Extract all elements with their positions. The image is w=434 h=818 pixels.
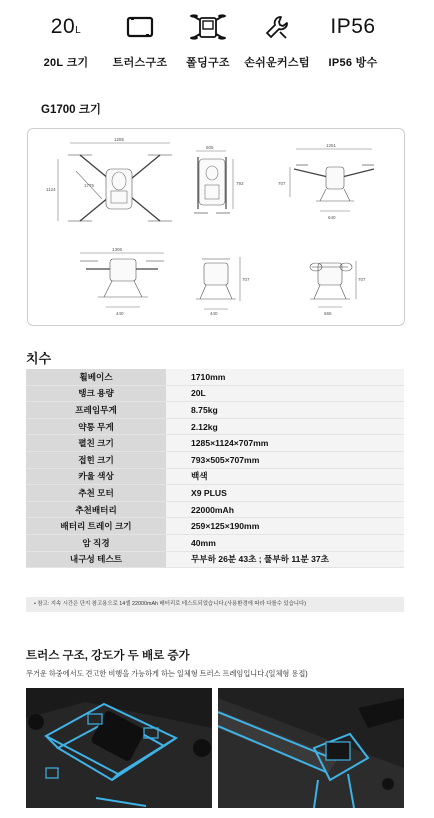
drawing-front-folded — [310, 261, 356, 307]
dim-label: 505 — [206, 145, 214, 150]
truss-photo-right — [218, 688, 404, 808]
spec-value: 40mm — [166, 534, 404, 551]
battery-note: • 참고: 지속 시간은 단지 참고용으로 14셀 22000mAh 배터리로 테스트되었습니다.(사용환경에 따라 다를수 있습니다) — [26, 597, 404, 612]
feature-label: IP56 방수 — [328, 57, 378, 69]
feature-label: 트러스구조 — [112, 57, 168, 69]
spec-value: 1285×1124×707mm — [166, 435, 404, 452]
drawing-top-unfolded — [58, 143, 172, 221]
spec-row — [26, 451, 404, 468]
feature-ip56 — [310, 12, 396, 70]
dimension-drawing-panel — [27, 128, 405, 326]
spec-value: 22000mAh — [166, 501, 404, 518]
spec-key: 휠베이스 — [26, 369, 166, 385]
feature-label: 손쉬운커스텀 — [244, 57, 310, 69]
spec-row — [26, 435, 404, 452]
feature-custom — [234, 12, 320, 70]
spec-value: 8.75kg — [166, 402, 404, 419]
spec-value: 259×125×190mm — [166, 518, 404, 535]
spec-section-title: 치수 — [26, 351, 52, 366]
feature-label: 폴딩구조 — [186, 57, 230, 69]
spec-row — [26, 418, 404, 435]
spec-value: 2.12kg — [166, 418, 404, 435]
spec-row — [26, 402, 404, 419]
spec-key: 프레임무게 — [26, 402, 166, 419]
dim-label: 440 — [116, 311, 124, 316]
truss-frame-render-right — [218, 688, 404, 808]
truss-photo-left — [26, 688, 212, 808]
dim-label: 440 — [210, 311, 218, 316]
dim-label: 793 — [236, 181, 244, 186]
spec-row — [26, 501, 404, 518]
tank-capacity-icon: 20L — [50, 15, 82, 38]
drawing-top-folded — [194, 151, 233, 213]
dim-label: 1124 — [46, 187, 56, 192]
spec-value: 793×505×707mm — [166, 451, 404, 468]
spec-key: 추천 모터 — [26, 485, 166, 502]
spec-row — [26, 385, 404, 402]
drawing-side-unfolded — [80, 253, 164, 307]
spec-key: 카울 색상 — [26, 468, 166, 485]
spec-row — [26, 534, 404, 551]
dimension-section-title: G1700 크기 — [41, 104, 101, 116]
dim-label: 707 — [242, 277, 250, 282]
wrench-icon — [234, 12, 320, 42]
spec-key: 내구성 테스트 — [26, 551, 166, 568]
dim-label: 1306 — [112, 247, 123, 252]
spec-key: 추천배터리 — [26, 501, 166, 518]
dim-label: 1775 — [84, 183, 95, 188]
dim-label: 640 — [328, 215, 336, 220]
dim-label: 1285 — [114, 137, 125, 142]
feature-label: 20L 크기 — [43, 57, 89, 69]
spec-value: 1710mm — [166, 369, 404, 385]
spec-value: X9 PLUS — [166, 485, 404, 502]
spec-key: 접힌 크기 — [26, 451, 166, 468]
spec-key: 탱크 용량 — [26, 385, 166, 402]
spec-key: 펼친 크기 — [26, 435, 166, 452]
drawing-front-unfolded — [290, 149, 374, 211]
ip56-icon: IP56 — [330, 15, 376, 38]
spec-value: 20L — [166, 385, 404, 402]
spec-value: 무부하 26분 43초 ; 풀부하 11분 37초 — [166, 551, 404, 568]
spec-row — [26, 485, 404, 502]
spec-key: 약통 무게 — [26, 418, 166, 435]
dimension-drawings — [28, 129, 404, 325]
truss-frame-render-left — [26, 688, 212, 808]
truss-description: 무거운 하중에서도 견고한 비행을 가능하게 하는 일체형 트러스 프레임입니다.(일체형 용접) — [26, 669, 308, 678]
spec-value: 백색 — [166, 468, 404, 485]
truss-section-title: 트러스 구조, 강도가 두 배로 증가 — [26, 650, 190, 662]
spec-table — [26, 369, 404, 568]
dim-label: 665 — [324, 311, 332, 316]
spec-row — [26, 518, 404, 535]
dim-label: 707 — [358, 277, 366, 282]
spec-row — [26, 369, 404, 385]
spec-row — [26, 468, 404, 485]
dim-label: 707 — [278, 181, 286, 186]
spec-key: 배터리 트레이 크기 — [26, 518, 166, 535]
spec-row — [26, 551, 404, 568]
drawing-side-folded — [196, 257, 240, 309]
spec-key: 암 직경 — [26, 534, 166, 551]
dim-label: 1251 — [326, 143, 337, 148]
